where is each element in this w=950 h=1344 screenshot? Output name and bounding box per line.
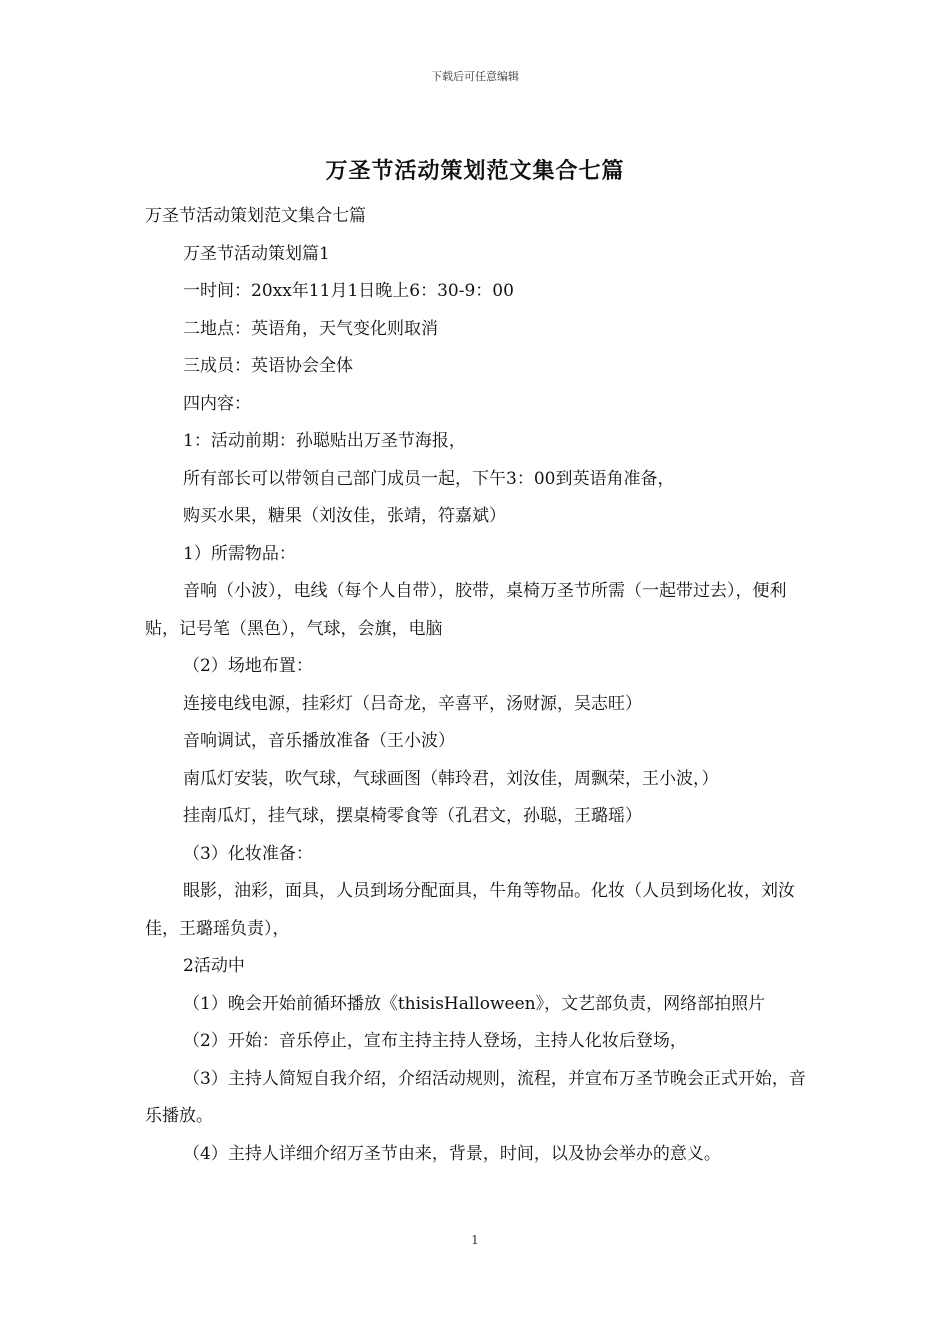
paragraph: 二地点：英语角，天气变化则取消 xyxy=(183,318,438,339)
paragraph: 音响（小波），电线（每个人自带），胶带，桌椅万圣节所需（一起带过去），便利贴，记号笔（黑色），气球，会旗，电脑 xyxy=(145,581,787,639)
paragraph: 一时间：20xx年11月1日晚上6：30-9：00 xyxy=(183,281,514,301)
paragraph: 眼影，油彩，面具，人员到场分配面具，牛角等物品。化妆（人员到场化妆，刘汝佳，王璐瑶负责）， xyxy=(145,881,795,939)
paragraph: 万圣节活动策划篇1 xyxy=(183,243,330,264)
paragraph: 挂南瓜灯，挂气球，摆桌椅零食等（孔君文，孙聪，王璐瑶） xyxy=(183,806,642,826)
paragraph: 连接电线电源，挂彩灯（吕奇龙，辛喜平，汤财源，吴志旺） xyxy=(183,693,642,714)
paragraph: （4）主持人详细介绍万圣节由来，背景，时间，以及协会举办的意义。 xyxy=(183,1143,721,1164)
paragraph: （3）主持人简短自我介绍，介绍活动规则，流程，并宣布万圣节晚会正式开始，音乐播放。 xyxy=(145,1068,806,1126)
paragraph: 所有部长可以带领自己部门成员一起，下午3：00到英语角准备， xyxy=(183,468,675,489)
paragraph: （2）开始：音乐停止，宣布主持主持人登场，主持人化妆后登场， xyxy=(183,1031,687,1051)
page-number: 1 xyxy=(471,1233,479,1247)
paragraph: 三成员：英语协会全体 xyxy=(183,356,353,376)
document-title: 万圣节活动策划范文集合七篇 xyxy=(325,158,625,184)
paragraph: 1）所需物品： xyxy=(183,543,296,564)
paragraph: 购买水果，糖果（刘汝佳，张靖，符嘉斌） xyxy=(183,506,506,526)
paragraph: 万圣节活动策划范文集合七篇 xyxy=(145,206,366,226)
document-body xyxy=(145,198,810,1173)
paragraph: （2）场地布置： xyxy=(183,656,313,676)
paragraph: 2活动中 xyxy=(183,956,245,976)
paragraph: 1：活动前期：孙聪贴出万圣节海报， xyxy=(183,431,466,451)
paragraph: 四内容： xyxy=(183,393,251,414)
header-note: 下载后可任意编辑 xyxy=(431,70,519,83)
paragraph: 南瓜灯安装，吹气球，气球画图（韩玲君，刘汝佳，周飘荣，王小波，） xyxy=(183,768,719,789)
paragraph: 音响调试，音乐播放准备（王小波） xyxy=(183,731,455,751)
paragraph: （3）化妆准备： xyxy=(183,843,313,864)
paragraph: （1）晚会开始前循环播放《thisisHalloween》，文艺部负责，网络部拍照片 xyxy=(183,993,766,1014)
